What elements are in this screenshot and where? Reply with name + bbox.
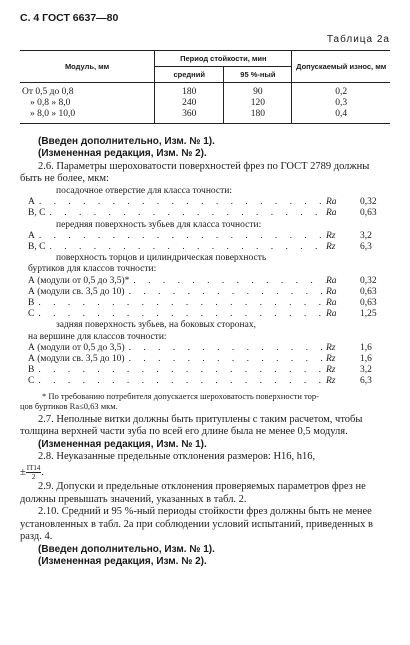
list-item: В, С . . . Rz 6,3: [20, 242, 390, 253]
paragraph-2-7: 2.7. Неполные витки должны быть притуплены с таким расчетом, чтобы толщина верхней части зуба по всей его длине была не менее 0,5 модуля.: [20, 413, 363, 438]
list-item: А (модули от 0,5 до 3,5) . . . Rz 1,6: [20, 343, 390, 354]
paragraph-2-8-cont: ± $\frac{IT14}{2}$ .: [20, 464, 44, 482]
amendment-note: (Измененная редакция, Изм. № 1).: [38, 439, 207, 451]
group-title: передняя поверхность зубьев для класса точности:: [56, 219, 262, 230]
group-title-cont: на вершине для классов точности:: [28, 331, 167, 342]
table-row: От 0,5 до 0,8 180 90 0,2: [20, 83, 390, 99]
amendment-note: (Измененная редакция, Изм. № 2).: [38, 148, 207, 160]
list-item: А (модули св. 3,5 до 10) . . . Rz 1,6: [20, 354, 390, 365]
list-item: С . . . Rz 6,3: [20, 376, 390, 387]
table-row: » 8,0 » 10,0 360 180 0,4: [20, 109, 390, 124]
footnote: * По требованию потребителя допускается шероховатость поверхности тор- цов буртиков Ra≤0,63 мкм.: [20, 390, 319, 412]
group-title: задняя поверхность зубьев, на боковых сторонах,: [56, 320, 256, 331]
amendment-note: (Введен дополнительно, Изм. № 1).: [38, 544, 215, 555]
table-title: Таблица 2а: [326, 34, 390, 45]
list-item: В, С . . . Ra 0,63: [20, 208, 390, 219]
col-life-group-header: Период стойкости, мин: [155, 51, 292, 67]
group-title: посадочное отверстие для класса точности:: [56, 186, 232, 196]
list-item: С . . . Ra 1,25: [20, 309, 390, 320]
list-item: В . . . Ra 0,63: [20, 298, 390, 309]
group-title-cont: буртиков для классов точности:: [28, 264, 157, 275]
group-title: поверхность торцов и цилиндрическая поверхность: [56, 253, 267, 264]
paragraph-2-8: 2.8. Неуказанные предельные отклонения размеров: H16, h16,: [38, 451, 316, 463]
document-body: [20, 136, 390, 569]
roughness-list: [20, 186, 390, 388]
table-row: » 0,8 » 8,0 240 120 0,3: [20, 98, 390, 109]
paragraph-2-6: 2.6. Параметры шероховатости поверхностей фрез по ГОСТ 2789 должны быть не более, мкм:: [20, 160, 370, 185]
list-item: А (модули св. 3,5 до 10) . . . Ra 0,63: [20, 287, 390, 298]
tool-life-table: [20, 50, 390, 124]
col-wear-header: Допускаемый износ, мм: [292, 51, 390, 83]
page-header: С. 4 ГОСТ 6637—80: [20, 12, 119, 24]
col-95-header: 95 %-ный: [224, 67, 292, 83]
col-avg-header: средний: [155, 67, 224, 83]
list-item: В . . . Rz 3,2: [20, 365, 390, 376]
tolerance-fraction: $\frac{IT14}{2}$: [26, 464, 41, 482]
amendment-note: (Введен дополнительно, Изм. № 1).: [38, 136, 215, 147]
list-item: А (модули от 0,5 до 3,5)* . . . Ra 0,32: [20, 276, 390, 287]
list-item: А . . . Ra 0,32: [20, 197, 390, 208]
amendment-note: (Измененная редакция, Изм. № 2).: [38, 556, 207, 568]
col-module-header: Модуль, мм: [20, 51, 155, 83]
paragraph-2-10: 2.10. Средний и 95 %-ный периоды стойкости фрез должны быть не менее установленных в табл. 2а при соблюдении условий испытаний, приведенных в разд. 4.: [20, 506, 373, 543]
list-item: А . . . Rz 3,2: [20, 231, 390, 242]
paragraph-2-9: 2.9. Допуски и предельные отклонения проверяемых параметров фрез не должны превышать значений, указанных в табл. 2.: [20, 481, 366, 505]
